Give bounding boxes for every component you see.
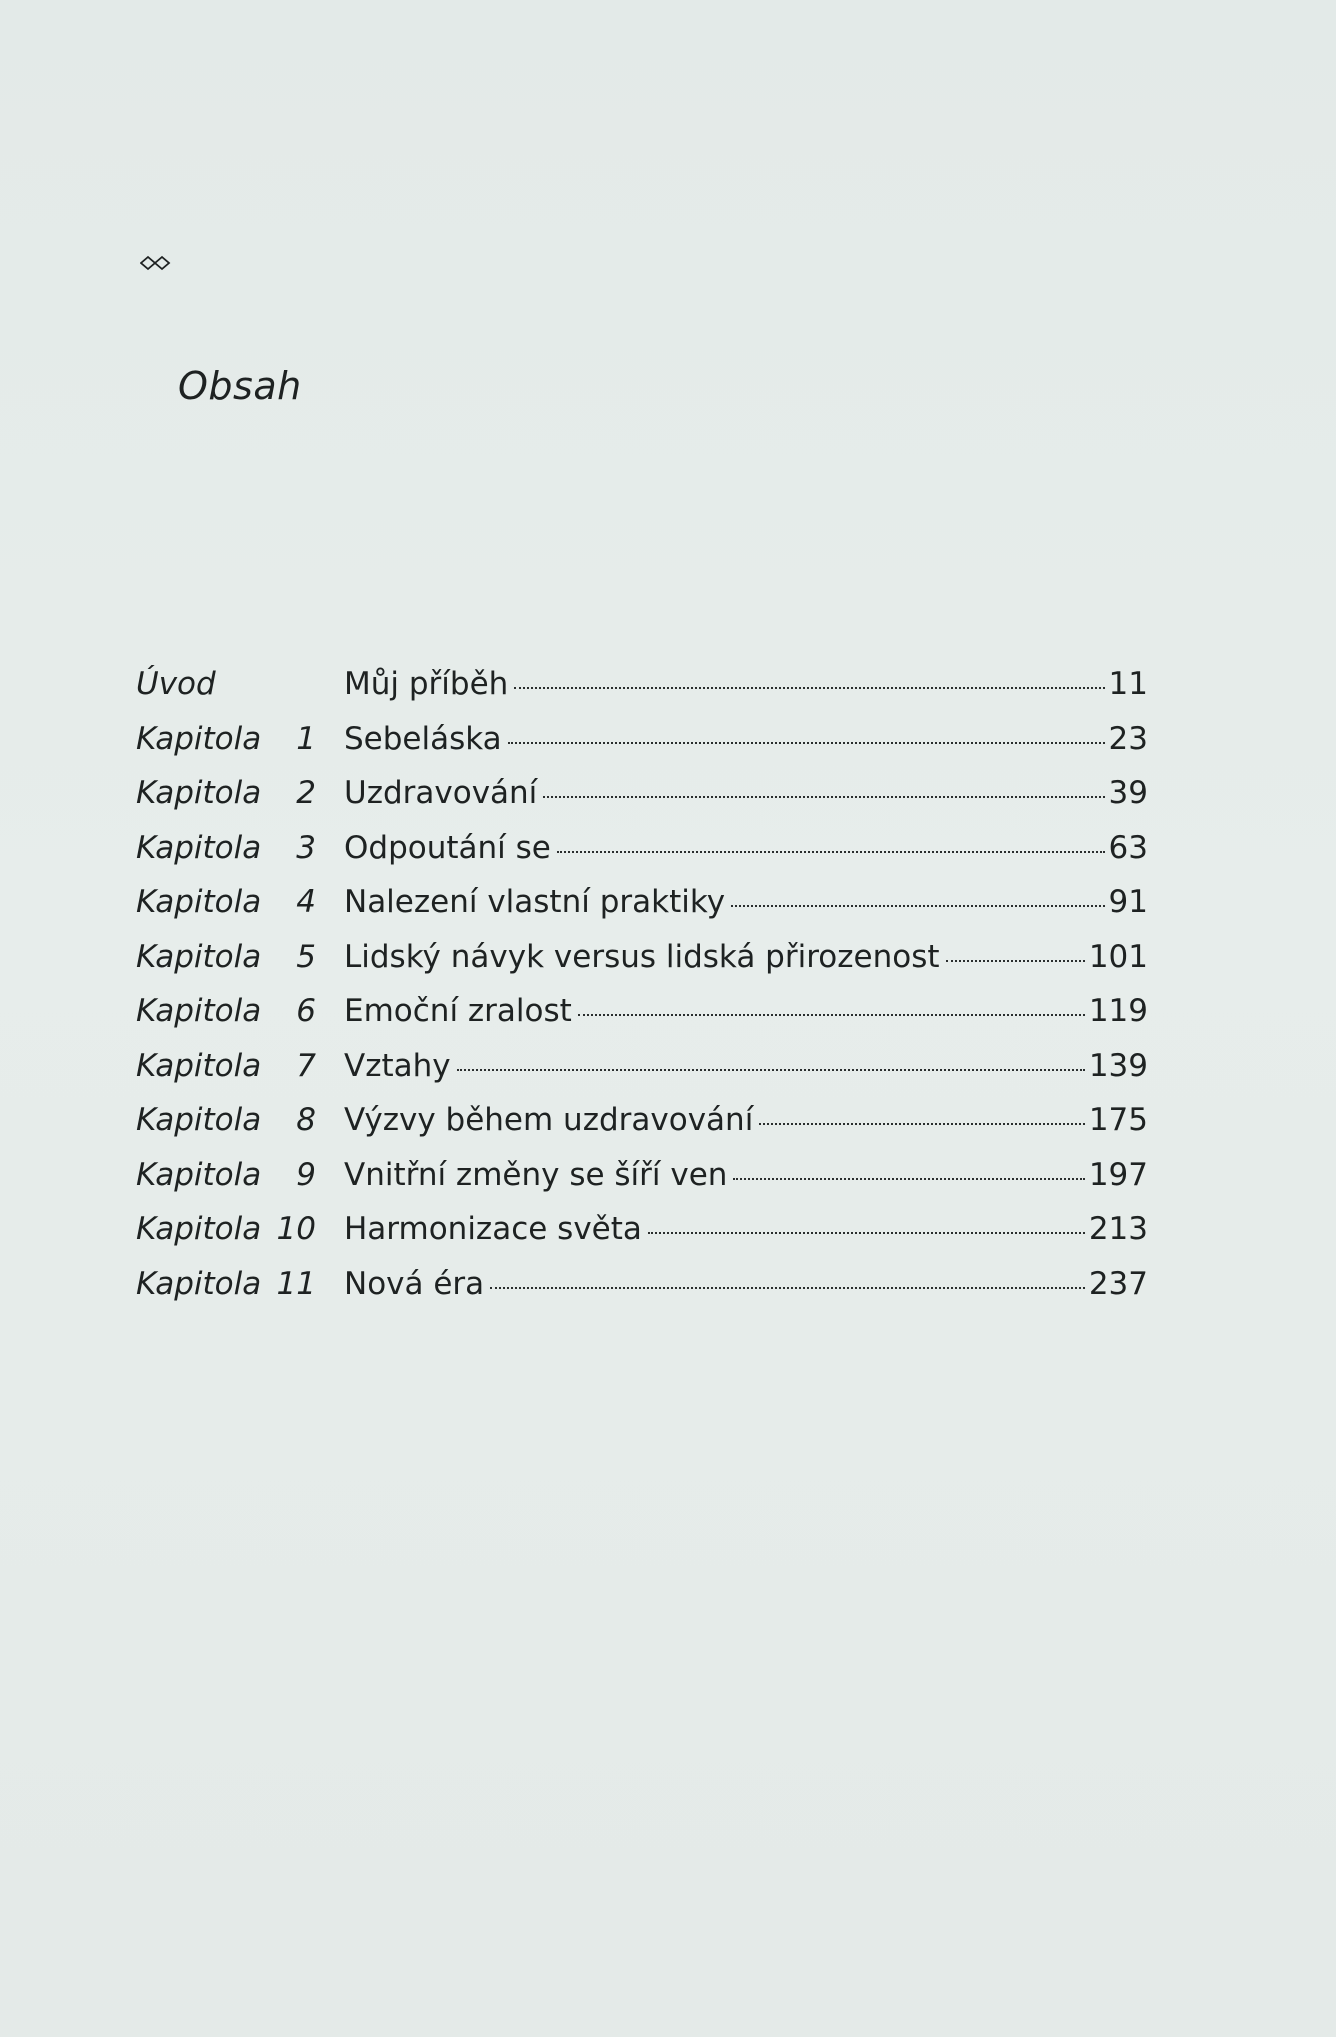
chapter-number: 11 bbox=[276, 1265, 316, 1302]
chapter-word: Kapitola bbox=[136, 1211, 262, 1247]
dot-leader bbox=[457, 1069, 1085, 1071]
toc-entry bbox=[344, 993, 1148, 1029]
chapter-title: Sebeláska bbox=[344, 720, 502, 757]
dot-leader bbox=[508, 742, 1105, 744]
chapter-label bbox=[136, 666, 344, 702]
toc-row bbox=[136, 939, 1148, 994]
chapter-title: Lidský návyk versus lidská přirozenost bbox=[344, 938, 940, 975]
toc-row bbox=[136, 1048, 1148, 1103]
toc-row bbox=[136, 1266, 1148, 1321]
chapter-word: Kapitola bbox=[136, 993, 262, 1029]
chapter-word: Úvod bbox=[136, 666, 216, 702]
page-number: 213 bbox=[1088, 1211, 1148, 1247]
toc-row bbox=[136, 1157, 1148, 1212]
chapter-label bbox=[136, 830, 344, 866]
toc-entry bbox=[344, 1048, 1148, 1084]
chapter-title: Emoční zralost bbox=[344, 993, 572, 1029]
toc-entry bbox=[344, 666, 1148, 702]
toc-entry bbox=[344, 1266, 1148, 1302]
chapter-title: Uzdravování bbox=[344, 775, 538, 811]
page-number: 119 bbox=[1088, 993, 1148, 1029]
infinity-ornament-icon bbox=[140, 255, 180, 271]
chapter-number: 8 bbox=[296, 1102, 316, 1138]
chapter-title: Odpoutání se bbox=[344, 829, 551, 866]
chapter-number: 3 bbox=[296, 829, 316, 866]
chapter-title: Můj příběh bbox=[344, 666, 509, 702]
chapter-number: 10 bbox=[276, 1211, 316, 1247]
page-number: 63 bbox=[1108, 829, 1148, 866]
dot-leader bbox=[490, 1287, 1085, 1289]
dot-leader bbox=[946, 960, 1085, 962]
table-of-contents bbox=[136, 666, 1148, 1320]
page-number: 197 bbox=[1088, 1156, 1148, 1193]
chapter-word: Kapitola bbox=[136, 938, 262, 975]
chapter-title: Vztahy bbox=[344, 1047, 451, 1084]
chapter-word: Kapitola bbox=[136, 1047, 262, 1084]
chapter-word: Kapitola bbox=[136, 829, 262, 866]
chapter-number: 7 bbox=[296, 1047, 316, 1084]
dot-leader bbox=[731, 905, 1105, 907]
chapter-label bbox=[136, 939, 344, 975]
chapter-title: Nalezení vlastní praktiky bbox=[344, 884, 726, 920]
chapter-label bbox=[136, 1102, 344, 1138]
chapter-word: Kapitola bbox=[136, 720, 262, 757]
dot-leader bbox=[759, 1123, 1085, 1125]
page-number: 23 bbox=[1108, 720, 1148, 757]
page-title: Obsah bbox=[178, 364, 302, 408]
chapter-title: Výzvy během uzdravování bbox=[344, 1102, 754, 1138]
toc-entry bbox=[344, 884, 1148, 920]
toc-row bbox=[136, 1211, 1148, 1266]
chapter-word: Kapitola bbox=[136, 1156, 262, 1193]
dot-leader bbox=[557, 851, 1105, 853]
chapter-number: 4 bbox=[296, 884, 316, 920]
toc-entry bbox=[344, 939, 1148, 975]
chapter-word: Kapitola bbox=[136, 884, 262, 920]
chapter-label bbox=[136, 721, 344, 757]
toc-entry bbox=[344, 830, 1148, 866]
toc-row bbox=[136, 775, 1148, 830]
page-number: 91 bbox=[1108, 884, 1148, 920]
dot-leader bbox=[648, 1232, 1085, 1234]
toc-row bbox=[136, 993, 1148, 1048]
chapter-label bbox=[136, 1266, 344, 1302]
chapter-number: 2 bbox=[296, 775, 316, 811]
toc-row bbox=[136, 1102, 1148, 1157]
chapter-number: 1 bbox=[296, 720, 316, 757]
toc-entry bbox=[344, 721, 1148, 757]
toc-row bbox=[136, 721, 1148, 776]
chapter-label bbox=[136, 775, 344, 811]
chapter-label bbox=[136, 993, 344, 1029]
chapter-number: 6 bbox=[296, 993, 316, 1029]
chapter-label bbox=[136, 884, 344, 920]
page-number: 11 bbox=[1108, 666, 1148, 702]
chapter-title: Nová éra bbox=[344, 1265, 485, 1302]
dot-leader bbox=[543, 796, 1104, 798]
dot-leader bbox=[514, 687, 1104, 689]
dot-leader bbox=[733, 1178, 1084, 1180]
chapter-label bbox=[136, 1211, 344, 1247]
chapter-word: Kapitola bbox=[136, 775, 262, 811]
toc-row bbox=[136, 830, 1148, 885]
chapter-word: Kapitola bbox=[136, 1265, 262, 1302]
page-number: 175 bbox=[1088, 1102, 1148, 1138]
toc-entry bbox=[344, 775, 1148, 811]
chapter-number: 5 bbox=[296, 938, 316, 975]
chapter-label bbox=[136, 1157, 344, 1193]
page-number: 237 bbox=[1088, 1265, 1148, 1302]
chapter-label bbox=[136, 1048, 344, 1084]
chapter-title: Vnitřní změny se šíří ven bbox=[344, 1156, 728, 1193]
page-number: 139 bbox=[1088, 1047, 1148, 1084]
page-number: 101 bbox=[1088, 938, 1148, 975]
toc-entry bbox=[344, 1211, 1148, 1247]
chapter-number: 9 bbox=[296, 1156, 316, 1193]
toc-entry bbox=[344, 1102, 1148, 1138]
dot-leader bbox=[578, 1014, 1085, 1016]
page-number: 39 bbox=[1108, 775, 1148, 811]
chapter-title: Harmonizace světa bbox=[344, 1211, 642, 1247]
chapter-word: Kapitola bbox=[136, 1102, 262, 1138]
toc-row bbox=[136, 666, 1148, 721]
toc-row bbox=[136, 884, 1148, 939]
toc-entry bbox=[344, 1157, 1148, 1193]
